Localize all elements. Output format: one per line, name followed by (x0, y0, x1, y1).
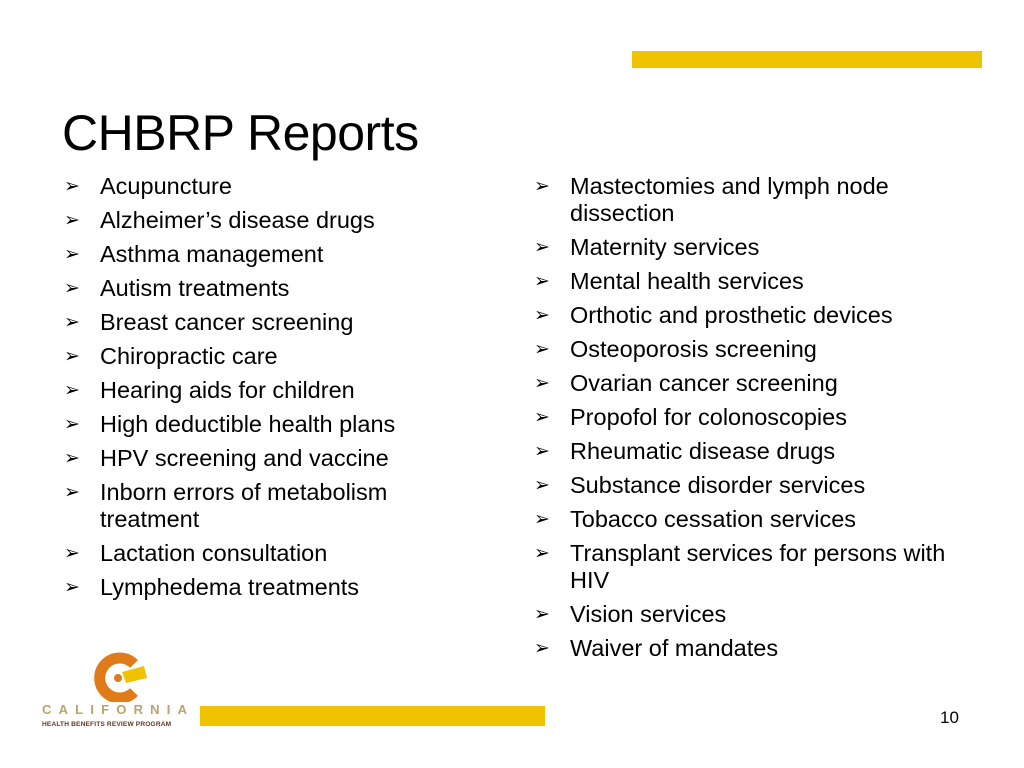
list-item (532, 506, 972, 533)
arrow-bullet-icon: ➢ (64, 210, 80, 231)
chbrp-logo (40, 652, 200, 732)
list-item (532, 472, 972, 499)
list-item (62, 540, 482, 567)
list-item-label: High deductible health plans (100, 411, 396, 437)
arrow-bullet-icon: ➢ (534, 543, 550, 564)
list-item-label: Lactation consultation (100, 540, 328, 566)
list-item-label: Transplant services for persons with HIV (570, 540, 946, 593)
list-item-label: Tobacco cessation services (570, 506, 857, 532)
arrow-bullet-icon: ➢ (534, 475, 550, 496)
list-item (62, 207, 482, 234)
arrow-bullet-icon: ➢ (64, 482, 80, 503)
list-item-label: Ovarian cancer screening (570, 370, 838, 396)
arrow-bullet-icon: ➢ (534, 237, 550, 258)
list-item-label: HPV screening and vaccine (100, 445, 389, 471)
list-item-label: Mastectomies and lymph node dissection (570, 173, 889, 226)
arrow-bullet-icon: ➢ (64, 380, 80, 401)
list-item (532, 234, 972, 261)
arrow-bullet-icon: ➢ (64, 312, 80, 333)
arrow-bullet-icon: ➢ (534, 339, 550, 360)
arrow-bullet-icon: ➢ (534, 176, 550, 197)
list-item (62, 275, 482, 302)
list-item-label: Autism treatments (100, 275, 290, 301)
list-item (62, 241, 482, 268)
list-item (532, 601, 972, 628)
list-item (532, 336, 972, 363)
list-item (532, 438, 972, 465)
list-item (532, 370, 972, 397)
arrow-bullet-icon: ➢ (64, 414, 80, 435)
list-item (62, 343, 482, 370)
logo-wordmark: CALIFORNIA (42, 702, 195, 717)
arrow-bullet-icon: ➢ (64, 577, 80, 598)
left-bullet-list (62, 173, 482, 608)
arrow-bullet-icon: ➢ (64, 278, 80, 299)
right-bullet-list (532, 173, 972, 669)
list-item (532, 173, 972, 227)
list-item-label: Acupuncture (100, 173, 232, 199)
list-item-label: Hearing aids for children (100, 377, 355, 403)
arrow-bullet-icon: ➢ (534, 373, 550, 394)
list-item (532, 404, 972, 431)
list-item (62, 479, 482, 533)
arrow-bullet-icon: ➢ (534, 271, 550, 292)
list-item (62, 411, 482, 438)
list-item-label: Lymphedema treatments (100, 574, 360, 600)
arrow-bullet-icon: ➢ (64, 543, 80, 564)
list-item-label: Osteoporosis screening (570, 336, 817, 362)
list-item (62, 173, 482, 200)
arrow-bullet-icon: ➢ (534, 441, 550, 462)
arrow-bullet-icon: ➢ (64, 176, 80, 197)
slide-title: CHBRP Reports (62, 104, 419, 161)
list-item (62, 309, 482, 336)
list-item (62, 377, 482, 404)
list-item (532, 540, 972, 594)
list-item (532, 302, 972, 329)
list-item-label: Mental health services (570, 268, 804, 294)
logo-subtitle: HEALTH BENEFITS REVIEW PROGRAM (42, 721, 172, 728)
list-item-label: Substance disorder services (570, 472, 866, 498)
arrow-bullet-icon: ➢ (64, 244, 80, 265)
list-item (62, 445, 482, 472)
list-item-label: Asthma management (100, 241, 324, 267)
bottom-accent-bar (200, 706, 545, 726)
list-item-label: Waiver of mandates (570, 635, 779, 661)
list-item-label: Inborn errors of metabolism treatment (100, 479, 388, 532)
list-item-label: Orthotic and prosthetic devices (570, 302, 893, 328)
list-item-label: Maternity services (570, 234, 760, 260)
list-item-label: Vision services (570, 601, 727, 627)
list-item (62, 574, 482, 601)
list-item (532, 635, 972, 662)
list-item (532, 268, 972, 295)
arrow-bullet-icon: ➢ (64, 346, 80, 367)
top-accent-bar (632, 51, 982, 68)
list-item-label: Chiropractic care (100, 343, 278, 369)
list-item-label: Propofol for colonoscopies (570, 404, 847, 430)
list-item-label: Breast cancer screening (100, 309, 354, 335)
arrow-bullet-icon: ➢ (534, 305, 550, 326)
page-number: 10 (940, 708, 959, 727)
arrow-bullet-icon: ➢ (534, 638, 550, 659)
logo-emblem-icon (90, 652, 160, 702)
arrow-bullet-icon: ➢ (534, 604, 550, 625)
list-item-label: Alzheimer’s disease drugs (100, 207, 375, 233)
arrow-bullet-icon: ➢ (534, 407, 550, 428)
arrow-bullet-icon: ➢ (534, 509, 550, 530)
list-item-label: Rheumatic disease drugs (570, 438, 836, 464)
arrow-bullet-icon: ➢ (64, 448, 80, 469)
